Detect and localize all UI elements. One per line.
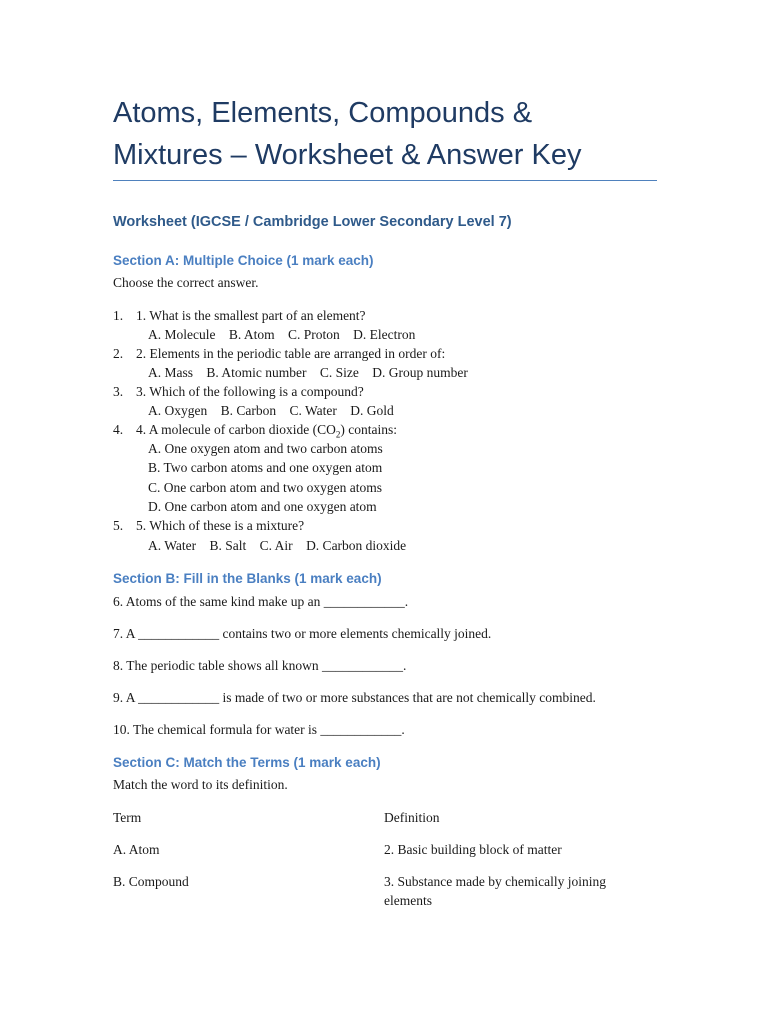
question-text: 1. What is the smallest part of an element? [136, 308, 366, 323]
section-a-heading: Section A: Multiple Choice (1 mark each) [113, 253, 374, 268]
title-divider [113, 180, 657, 181]
option: A. Oxygen [148, 403, 208, 418]
question-text: 2. Elements in the periodic table are arranged in order of: [136, 346, 446, 361]
option: B. Atomic number [206, 365, 307, 380]
option: B. Carbon [220, 403, 277, 418]
option: B. Atom [228, 327, 275, 342]
fill-blank-item: 8. The periodic table shows all known ____________. [113, 658, 407, 673]
question-number: 4. [113, 422, 124, 437]
match-term: B. Compound [113, 874, 189, 889]
question-options [148, 537, 416, 555]
option: C. Air [259, 538, 293, 553]
fill-blank-item: 9. A ____________ is made of two or more substances that are not chemically combined. [113, 690, 596, 705]
title-line-1: Atoms, Elements, Compounds & [113, 97, 533, 129]
page-title [113, 92, 673, 176]
section-c-instruction: Match the word to its definition. [113, 777, 288, 792]
title-line-2: Mixtures – Worksheet & Answer Key [113, 139, 582, 171]
section-a-instruction: Choose the correct answer. [113, 275, 259, 290]
section-b-heading: Section B: Fill in the Blanks (1 mark each) [113, 571, 382, 586]
question-options [148, 326, 425, 344]
option: D. Gold [350, 403, 394, 418]
option: A. Mass [148, 365, 194, 380]
match-definition-continued: elements [384, 893, 432, 908]
column-header-term: Term [113, 810, 142, 825]
option: C. Size [319, 365, 359, 380]
subscript: 2 [335, 429, 341, 440]
match-definition: 3. Substance made by chemically joining [384, 874, 606, 889]
option: A. One oxygen atom and two carbon atoms [148, 441, 383, 456]
option: C. One carbon atom and two oxygen atoms [148, 480, 382, 495]
option: A. Molecule [148, 327, 216, 342]
question-options [148, 364, 478, 382]
option: D. Electron [353, 327, 416, 342]
column-header-definition: Definition [384, 810, 440, 825]
question-number: 1. [113, 308, 124, 323]
question-options [148, 402, 404, 420]
question-text: 5. Which of these is a mixture? [136, 518, 305, 533]
worksheet-heading: Worksheet (IGCSE / Cambridge Lower Secondary Level 7) [113, 214, 512, 230]
option: A. Water [148, 538, 197, 553]
question-text-part: 4. A molecule of carbon dioxide (CO [136, 422, 336, 437]
option: C. Water [289, 403, 337, 418]
question-number: 5. [113, 518, 124, 533]
option: D. One carbon atom and one oxygen atom [148, 499, 377, 514]
option: D. Group number [372, 365, 468, 380]
option: C. Proton [288, 327, 340, 342]
match-definition: 2. Basic building block of matter [384, 842, 562, 857]
option: B. Salt [209, 538, 247, 553]
fill-blank-item: 6. Atoms of the same kind make up an ____________. [113, 594, 409, 609]
option: B. Two carbon atoms and one oxygen atom [148, 460, 383, 475]
option: D. Carbon dioxide [306, 538, 407, 553]
question-text: 3. Which of the following is a compound? [136, 384, 364, 399]
match-term: A. Atom [113, 842, 160, 857]
question-number: 2. [113, 346, 124, 361]
fill-blank-item: 7. A ____________ contains two or more elements chemically joined. [113, 626, 492, 641]
question-number: 3. [113, 384, 124, 399]
fill-blank-item: 10. The chemical formula for water is ____________. [113, 722, 405, 737]
section-c-heading: Section C: Match the Terms (1 mark each) [113, 755, 381, 770]
question-text-part: ) contains: [340, 422, 397, 437]
